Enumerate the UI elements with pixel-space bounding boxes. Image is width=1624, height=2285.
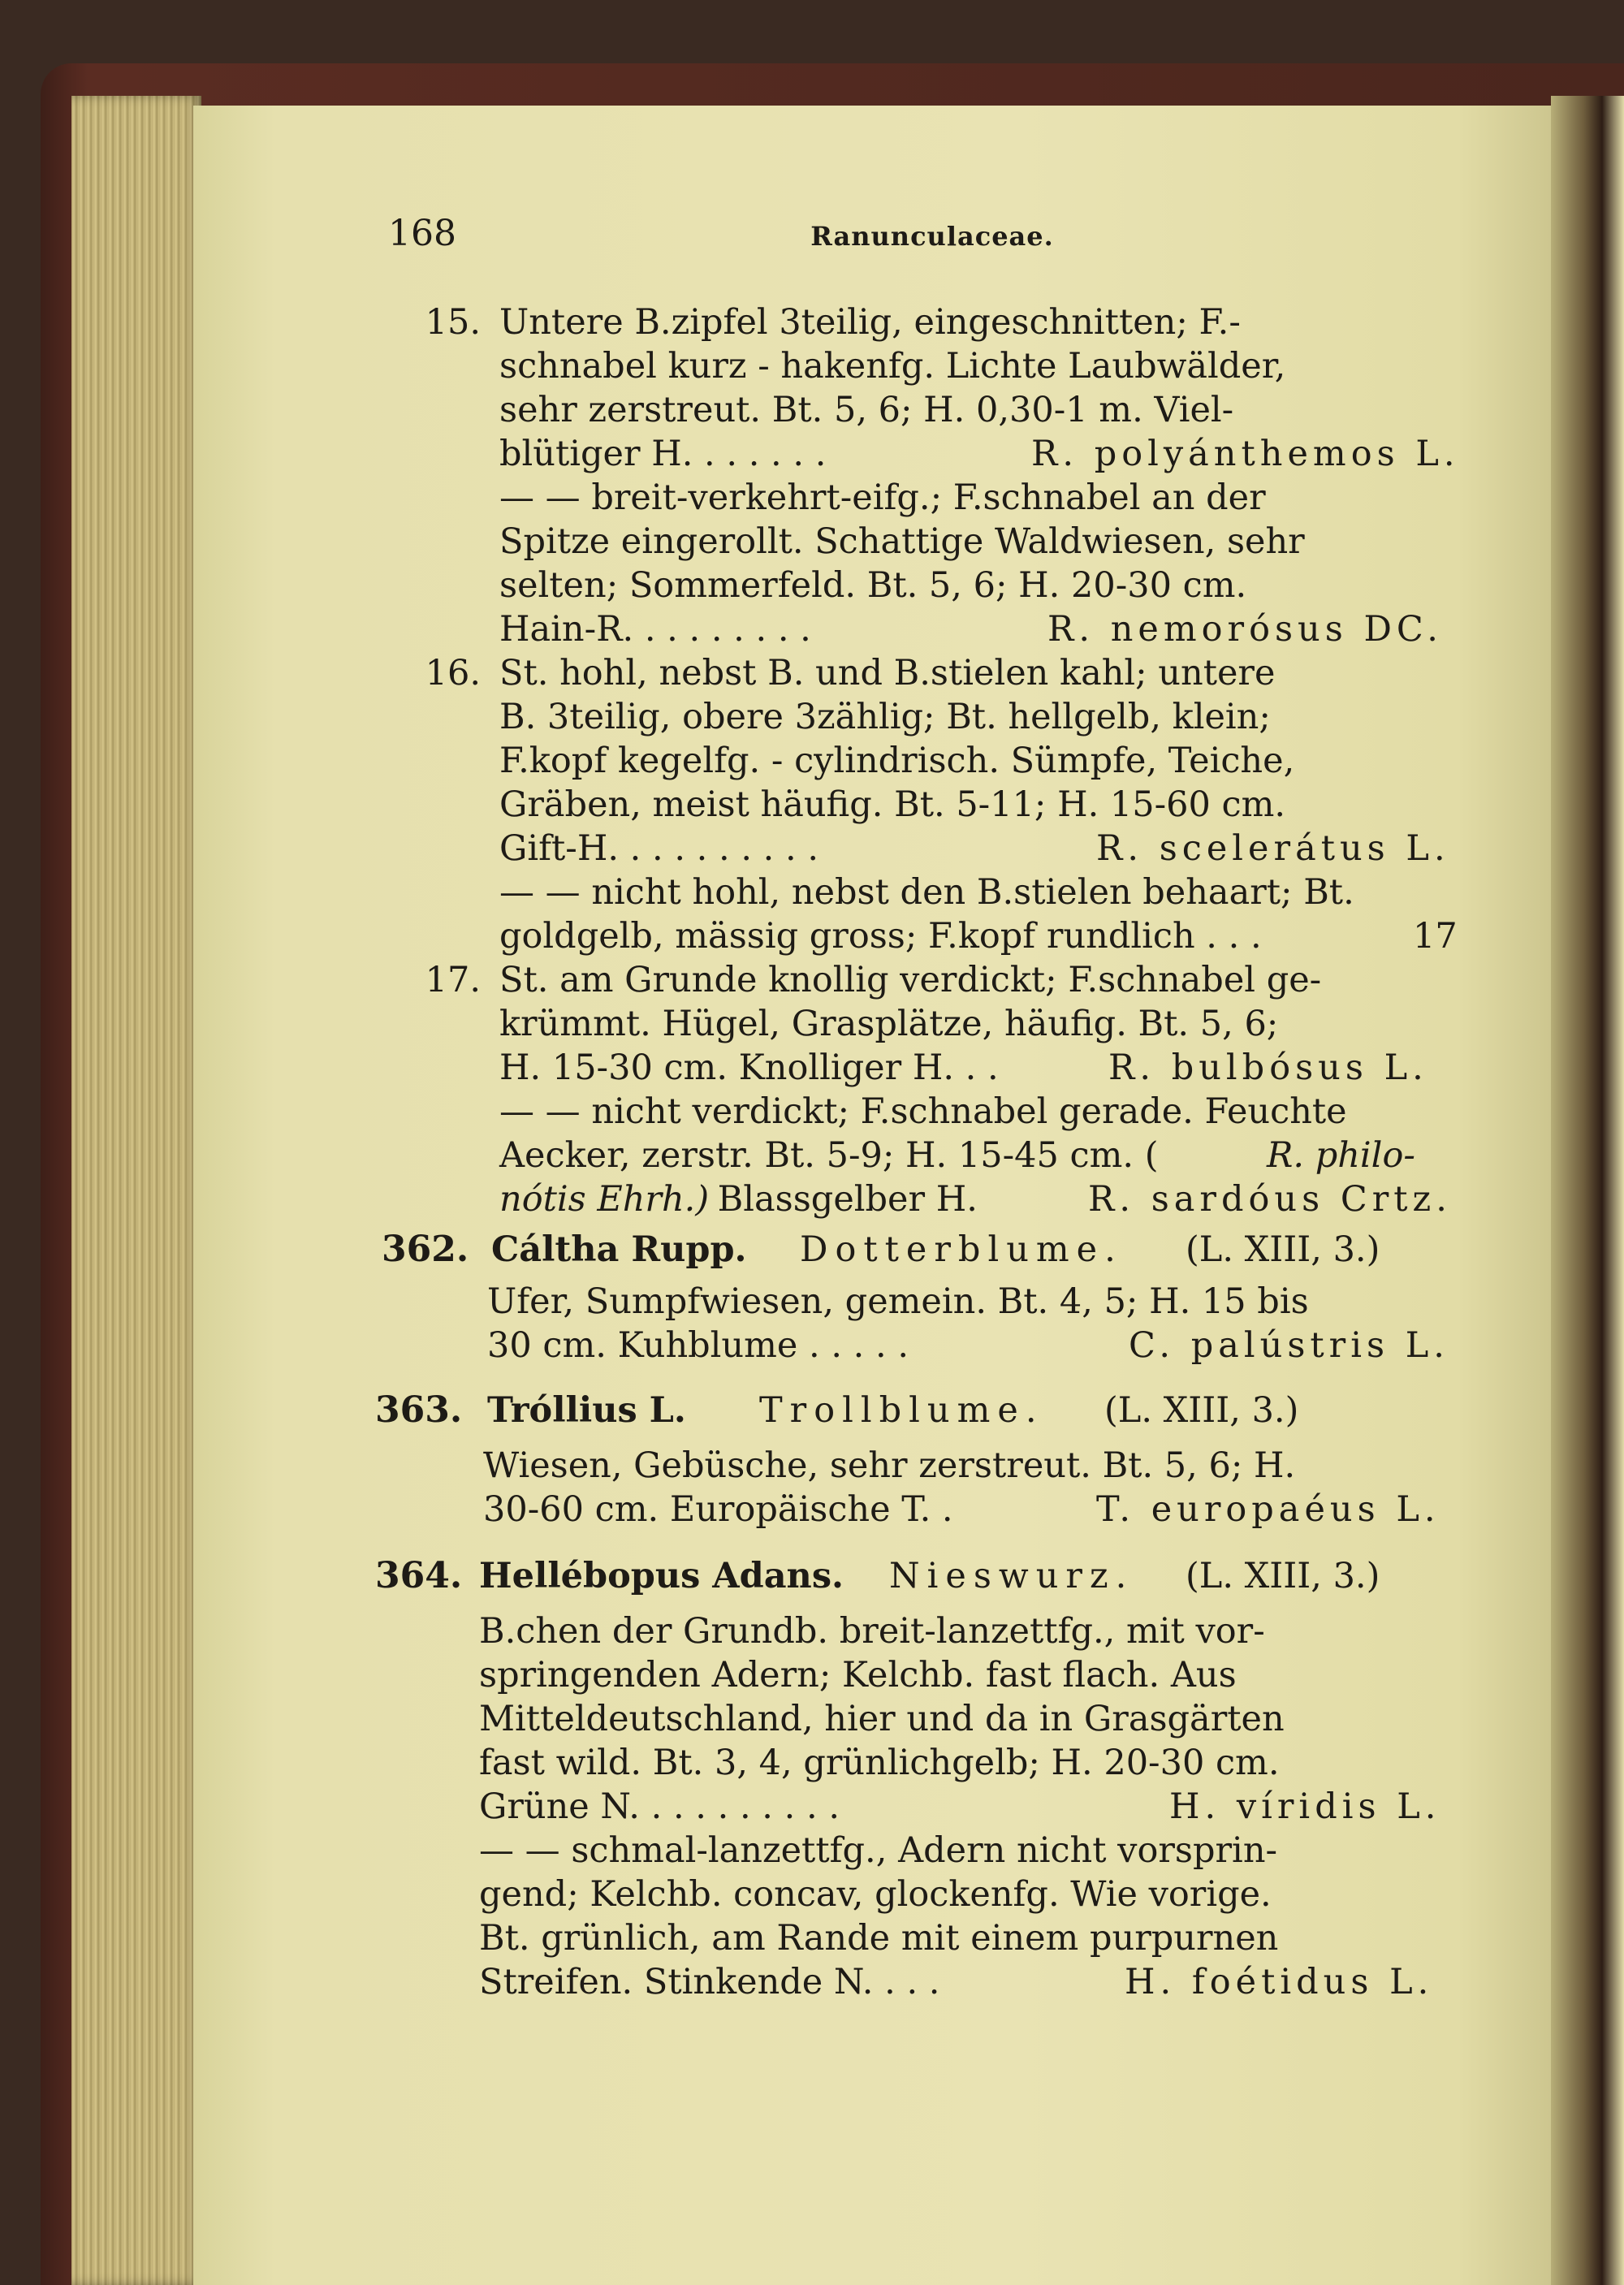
key-number: 16. <box>425 653 481 693</box>
linnaean-class: (L. XIII, 3.) <box>1104 1390 1299 1431</box>
common-name: Nieswurz. <box>889 1556 1134 1596</box>
key-reference: 17 <box>1413 916 1458 957</box>
text-line: — — nicht verdickt; F.schnabel gerade. Feuchte <box>499 1091 1347 1132</box>
text-line: selten; Sommerfeld. Bt. 5, 6; H. 20-30 cm. <box>499 565 1247 606</box>
genus-number: 363. <box>375 1389 463 1431</box>
text-line: F.kopf kegelfg. - cylindrisch. Sümpfe, Teiche, <box>499 741 1295 781</box>
common-name: Trollblume. <box>759 1390 1044 1431</box>
text-line: krümmt. Hügel, Grasplätze, häufig. Bt. 5, 6; <box>499 1004 1279 1044</box>
text-line: 30 cm. Kuhblume . . . . . <box>487 1325 909 1366</box>
text-line: Bt. grünlich, am Rande mit einem purpurnen <box>479 1918 1279 1959</box>
text-line: — — nicht hohl, nebst den B.stielen behaart; Bt. <box>499 872 1354 913</box>
italic-synonym: R. philo- <box>1267 1135 1415 1176</box>
text-line: — — breit-verkehrt-eifg.; F.schnabel an der <box>499 477 1266 518</box>
species-name: R. scelerátus L. <box>1096 828 1450 869</box>
species-name: H. víridis L. <box>1169 1786 1441 1827</box>
text-line: Aecker, zerstr. Bt. 5-9; H. 15-45 cm. ( <box>499 1135 1159 1176</box>
genus-number: 364. <box>375 1555 463 1596</box>
species-name: H. foétidus L. <box>1125 1962 1434 2002</box>
text-line: springenden Adern; Kelchb. fast flach. Aus <box>479 1655 1237 1695</box>
text-line: Grüne N. . . . . . . . . . <box>479 1786 840 1827</box>
text-line: Gräben, meist häufig. Bt. 5-11; H. 15-60 cm. <box>499 784 1286 825</box>
text-line: sehr zerstreut. Bt. 5, 6; H. 0,30-1 m. Viel- <box>499 390 1234 430</box>
species-name: R. sardóus Crtz. <box>1088 1179 1452 1220</box>
text-line: schnabel kurz - hakenfg. Lichte Laubwälder, <box>499 346 1286 387</box>
text-line: 30-60 cm. Europäische T. . <box>483 1489 953 1530</box>
text-line: — — schmal-lanzettfg., Adern nicht vorsprin- <box>479 1830 1278 1871</box>
text-line: H. 15-30 cm. Knolliger H. . . <box>499 1047 999 1088</box>
text-line: Blassgelber H. <box>706 1179 978 1220</box>
text-line: Ufer, Sumpfwiesen, gemein. Bt. 4, 5; H. 15 bis <box>487 1281 1309 1322</box>
running-head: Ranunculaceae. <box>810 221 1054 252</box>
text-line: Wiesen, Gebüsche, sehr zerstreut. Bt. 5, 6; H. <box>483 1445 1296 1486</box>
text-line: blütiger H. . . . . . . <box>499 434 827 474</box>
text-line: Mitteldeutschland, hier und da in Grasgärten <box>479 1699 1285 1739</box>
species-name: R. polyánthemos L. <box>1031 434 1460 474</box>
text-line: Untere B.zipfel 3teilig, eingeschnitten; F.- <box>499 302 1241 343</box>
key-number: 17. <box>425 960 481 1000</box>
text-line: goldgelb, mässig gross; F.kopf rundlich . . . <box>499 916 1262 957</box>
key-number: 15. <box>425 302 481 343</box>
genus-name: Hellébорus Adans. <box>479 1556 844 1596</box>
italic-synonym: nótis Ehrh.) <box>499 1179 710 1220</box>
text-line: Gift-H. . . . . . . . . . <box>499 828 819 869</box>
text-line: Streifen. Stinkende N. . . . <box>479 1962 940 2002</box>
text-line: St. am Grunde knollig verdickt; F.schnabel ge- <box>499 960 1322 1000</box>
common-name: Dotterblume. <box>800 1229 1123 1270</box>
species-name: C. palústris L. <box>1129 1325 1449 1366</box>
page-number: 168 <box>388 213 456 254</box>
species-name: R. bulbósus L. <box>1108 1047 1428 1088</box>
linnaean-class: (L. XIII, 3.) <box>1186 1229 1380 1270</box>
text-line: Hain-R. . . . . . . . . <box>499 609 811 650</box>
species-name: R. nemorósus DC. <box>1047 609 1443 650</box>
text-line: gend; Kelchb. concav, glockenfg. Wie vorige. <box>479 1874 1272 1915</box>
text-line: St. hohl, nebst B. und B.stielen kahl; untere <box>499 653 1276 693</box>
species-name: T. europaéus L. <box>1096 1489 1440 1530</box>
text-line: fast wild. Bt. 3, 4, grünlichgelb; H. 20-30 cm. <box>479 1743 1280 1783</box>
genus-name: Tróllius L. <box>487 1390 686 1431</box>
text-line: B.chen der Grundb. breit-lanzettfg., mit vor- <box>479 1611 1265 1652</box>
genus-name: Cáltha Rupp. <box>491 1229 747 1270</box>
linnaean-class: (L. XIII, 3.) <box>1186 1556 1380 1596</box>
genus-number: 362. <box>382 1229 469 1270</box>
text-line: Spitze eingerollt. Schattige Waldwiesen, sehr <box>499 521 1305 562</box>
text-line: B. 3teilig, obere 3zählig; Bt. hellgelb, klein; <box>499 697 1271 737</box>
